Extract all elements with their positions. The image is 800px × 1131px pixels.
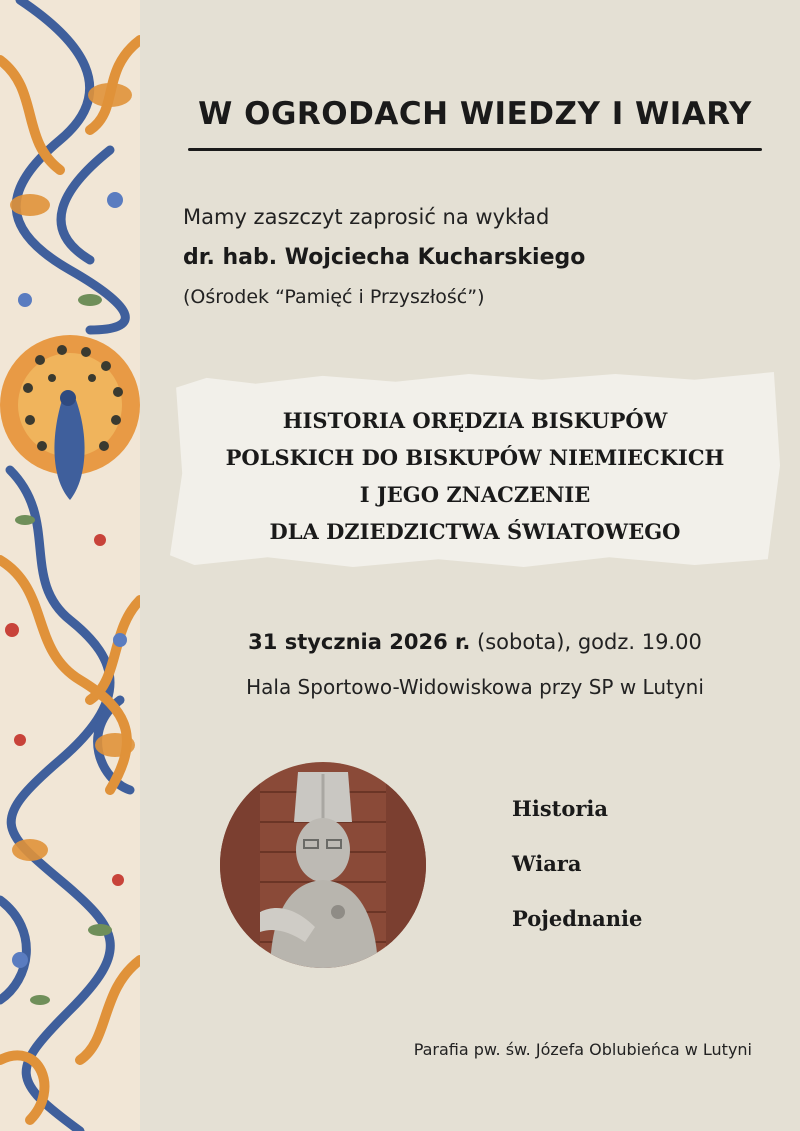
floral-ornament-icon xyxy=(0,0,140,1131)
event-date-detail: (sobota), godz. 19.00 xyxy=(470,630,702,654)
event-date-bold: 31 stycznia 2026 r. xyxy=(248,630,471,654)
poster-title: W OGRODACH WIEDZY I WIARY xyxy=(198,96,752,132)
title-underline xyxy=(188,148,762,151)
lecture-title-line: POLSKICH DO BISKUPÓW NIEMIECKICH xyxy=(225,445,725,470)
keyword-item: Pojednanie xyxy=(512,906,643,931)
keyword-item: Wiara xyxy=(512,851,582,876)
parish-footer: Parafia pw. św. Józefa Oblubieńca w Lutyni xyxy=(413,1040,752,1059)
lecture-title-line: HISTORIA ORĘDZIA BISKUPÓW xyxy=(282,408,668,433)
keyword-item: Historia xyxy=(512,796,608,821)
invitation-text: Mamy zaszczyt zaprosić na wykład xyxy=(183,205,550,229)
event-date xyxy=(170,630,780,654)
keywords-list xyxy=(512,796,642,961)
lecture-title xyxy=(170,402,780,550)
speaker-name: dr. hab. Wojciecha Kucharskiego xyxy=(183,245,586,270)
statue-photo-icon xyxy=(220,762,426,968)
event-venue: Hala Sportowo-Widowiskowa przy SP w Lutyni xyxy=(246,675,704,699)
lecture-title-line: DLA DZIEDZICTWA ŚWIATOWEGO xyxy=(269,519,681,544)
bishop-statue-photo xyxy=(220,762,426,968)
speaker-affiliation: (Ośrodek “Pamięć i Przyszłość”) xyxy=(183,286,485,308)
lecture-title-line: I JEGO ZNACZENIE xyxy=(359,482,591,507)
floral-ornament-border xyxy=(0,0,140,1131)
